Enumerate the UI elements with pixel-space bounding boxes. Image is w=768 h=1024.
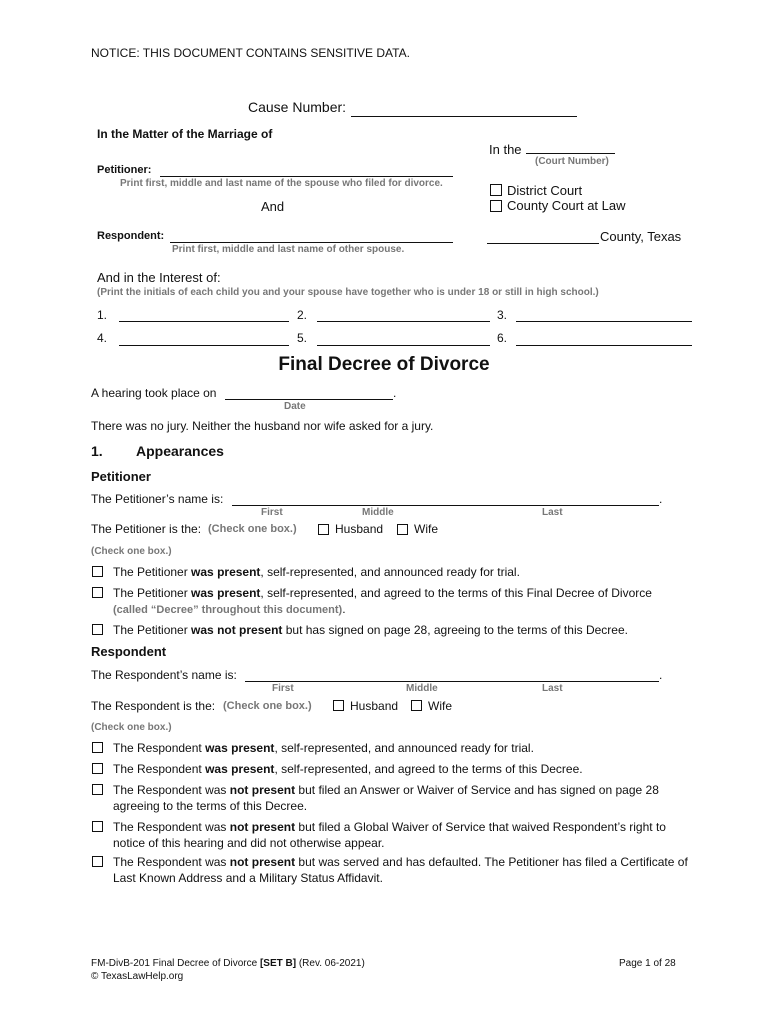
respondent-name-field[interactable] <box>170 242 453 243</box>
respondent-option-checkbox[interactable] <box>92 821 103 832</box>
petitioner-option-checkbox[interactable] <box>92 566 103 577</box>
respondent-husband-checkbox[interactable] <box>333 700 344 711</box>
respondent-label: Respondent: <box>97 230 165 242</box>
petitioner-name-label: The Petitioner’s name is: <box>91 492 224 506</box>
petitioner-option-checkbox[interactable] <box>92 624 103 635</box>
first-name-hint: First <box>261 507 283 518</box>
child-initials-field-2[interactable] <box>317 321 490 322</box>
cause-number-label: Cause Number: <box>248 99 347 115</box>
court-number-field[interactable] <box>526 153 615 154</box>
respondent-option-checkbox[interactable] <box>92 784 103 795</box>
child-initials-field-5[interactable] <box>317 345 490 346</box>
respondent-option-text: The Respondent was not present but filed a Global Waiver of Service that waived Respondent’s right to notice of this hearing and did not otherwise appear. <box>113 820 666 850</box>
respondent-is-the-label: The Respondent is the: <box>91 699 216 713</box>
petitioner-full-name-field[interactable] <box>232 505 659 506</box>
court-number-hint: (Court Number) <box>535 156 609 167</box>
respondent-name-label: The Respondent’s name is: <box>91 668 237 682</box>
middle-name-hint: Middle <box>362 507 394 518</box>
petitioner-husband-checkbox[interactable] <box>318 524 329 535</box>
interest-hint: (Print the initials of each child you and your spouse have together who is under 18 or still in high school.) <box>97 287 599 298</box>
wife-label: Wife <box>428 699 452 713</box>
petitioner-name-field[interactable] <box>160 176 453 177</box>
husband-label: Husband <box>350 699 399 713</box>
first-name-hint: First <box>272 683 294 694</box>
cause-number-field[interactable] <box>351 116 577 117</box>
respondent-full-name-field[interactable] <box>245 681 659 682</box>
petitioner-wife-checkbox[interactable] <box>397 524 408 535</box>
child-initials-field-4[interactable] <box>119 345 289 346</box>
respondent-heading: Respondent <box>91 644 167 659</box>
respondent-option-checkbox[interactable] <box>92 856 103 867</box>
child-number: 1. <box>97 308 108 322</box>
last-name-hint: Last <box>542 507 563 518</box>
child-number: 4. <box>97 331 108 345</box>
husband-label: Husband <box>335 522 384 536</box>
check-one-hint: (Check one box.) <box>223 700 312 712</box>
wife-label: Wife <box>414 522 438 536</box>
name-end-period: . <box>659 668 663 682</box>
respondent-option-text: The Respondent was not present but filed an Answer or Waiver of Service and has signed on page 28 agreeing to the terms of this Decree. <box>113 783 659 813</box>
section-number: 1. <box>91 443 103 459</box>
respondent-option-text: The Respondent was present, self-represented, and agreed to the terms of this Decree. <box>113 762 583 776</box>
jury-statement: There was no jury. Neither the husband nor wife asked for a jury. <box>91 419 434 433</box>
name-end-period: . <box>659 492 663 506</box>
petitioner-hint: Print first, middle and last name of the spouse who filed for divorce. <box>120 178 443 189</box>
county-court-label: County Court at Law <box>507 198 626 213</box>
page-number: Page 1 of 28 <box>619 958 676 969</box>
child-number: 2. <box>297 308 308 322</box>
copyright-notice: © TexasLawHelp.org <box>91 971 184 982</box>
section-title: Appearances <box>136 443 224 459</box>
hearing-text: A hearing took place on <box>91 386 217 400</box>
and-label: And <box>261 199 285 214</box>
hearing-period: . <box>393 386 397 400</box>
interest-label: And in the Interest of: <box>97 270 221 285</box>
check-one-hint: (Check one box.) <box>91 722 172 733</box>
district-court-checkbox[interactable] <box>490 184 502 196</box>
hearing-date-hint: Date <box>284 401 306 412</box>
petitioner-option-checkbox[interactable] <box>92 587 103 598</box>
respondent-wife-checkbox[interactable] <box>411 700 422 711</box>
petitioner-option-text: The Petitioner was not present but has signed on page 28, agreeing to the terms of this Decree. <box>113 623 628 637</box>
county-court-checkbox[interactable] <box>490 200 502 212</box>
sensitive-data-notice: NOTICE: THIS DOCUMENT CONTAINS SENSITIVE DATA. <box>91 46 410 60</box>
child-initials-field-6[interactable] <box>516 345 692 346</box>
check-one-hint: (Check one box.) <box>91 546 172 557</box>
child-initials-field-1[interactable] <box>119 321 289 322</box>
respondent-option-checkbox[interactable] <box>92 763 103 774</box>
child-number: 5. <box>297 331 308 345</box>
respondent-hint: Print first, middle and last name of other spouse. <box>172 244 405 255</box>
respondent-option-text: The Respondent was not present but was served and has defaulted. The Petitioner has filed a Certificate of Last Known Address and a Military Status Affidavit. <box>113 855 688 885</box>
petitioner-heading: Petitioner <box>91 469 151 484</box>
last-name-hint: Last <box>542 683 563 694</box>
county-texas-label: County, Texas <box>600 229 682 244</box>
document-title: Final Decree of Divorce <box>278 354 490 375</box>
child-initials-field-3[interactable] <box>516 321 692 322</box>
petitioner-is-the-label: The Petitioner is the: <box>91 522 202 536</box>
middle-name-hint: Middle <box>406 683 438 694</box>
in-the-label: In the <box>489 142 522 157</box>
county-name-field[interactable] <box>487 243 599 244</box>
respondent-option-text: The Respondent was present, self-represented, and announced ready for trial. <box>113 741 534 755</box>
matter-label: In the Matter of the Marriage of <box>97 127 273 141</box>
child-number: 3. <box>497 308 508 322</box>
check-one-hint: (Check one box.) <box>208 523 297 535</box>
district-court-label: District Court <box>507 183 583 198</box>
child-number: 6. <box>497 331 508 345</box>
petitioner-option-text: The Petitioner was present, self-represented, and agreed to the terms of this Final Decree of Divorce (called “Decree” throughout this document). <box>113 586 652 616</box>
form-identifier: FM-DivB-201 Final Decree of Divorce [SET B] (Rev. 06-2021) <box>91 958 365 969</box>
petitioner-option-text: The Petitioner was present, self-represented, and announced ready for trial. <box>113 565 520 579</box>
respondent-option-checkbox[interactable] <box>92 742 103 753</box>
hearing-date-field[interactable] <box>225 399 393 400</box>
petitioner-label: Petitioner: <box>97 164 152 176</box>
